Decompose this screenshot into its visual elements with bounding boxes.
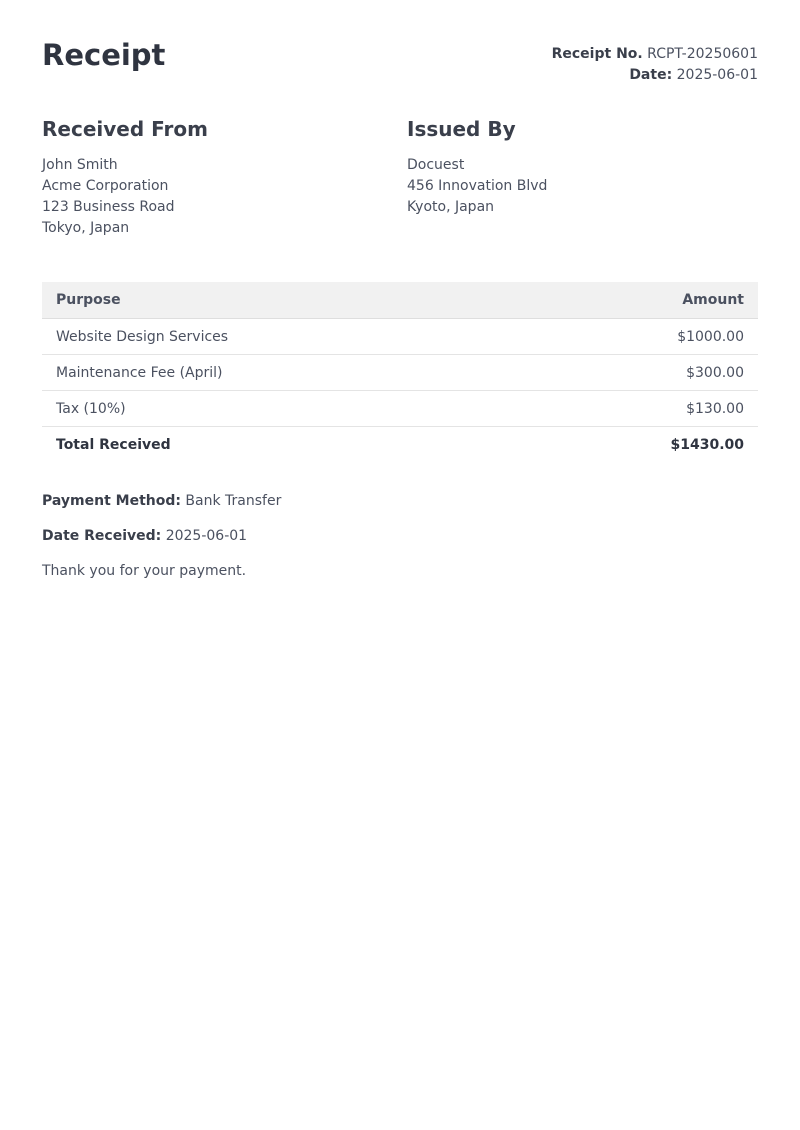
payment-method-value: Bank Transfer bbox=[185, 493, 282, 509]
receipt-number-label: Receipt No. bbox=[551, 46, 643, 62]
receipt-meta bbox=[552, 44, 758, 86]
payment-method bbox=[42, 492, 281, 511]
total-label: Total Received bbox=[42, 427, 517, 464]
date-received bbox=[42, 527, 281, 546]
date-received-label: Date Received: bbox=[42, 528, 162, 544]
receipt-number-value: RCPT-20250601 bbox=[647, 46, 758, 62]
column-header-purpose: Purpose bbox=[42, 282, 517, 319]
thank-you-note: Thank you for your payment. bbox=[42, 563, 247, 579]
received-from-block bbox=[42, 117, 382, 239]
total-row bbox=[42, 427, 758, 464]
row-purpose: Maintenance Fee (April) bbox=[42, 355, 517, 391]
payer-street: 123 Business Road bbox=[42, 199, 175, 215]
table-row bbox=[42, 391, 758, 427]
row-amount: $1000.00 bbox=[517, 319, 758, 355]
issued-by-block bbox=[407, 117, 747, 218]
table-row bbox=[42, 355, 758, 391]
row-purpose: Tax (10%) bbox=[42, 391, 517, 427]
row-purpose: Website Design Services bbox=[42, 319, 517, 355]
payer-company: Acme Corporation bbox=[42, 178, 169, 194]
column-header-amount: Amount bbox=[517, 282, 758, 319]
row-amount: $300.00 bbox=[517, 355, 758, 391]
items-table bbox=[42, 282, 758, 463]
receipt-number bbox=[552, 44, 758, 65]
issuer-name: Docuest bbox=[407, 157, 465, 173]
payer-city: Tokyo, Japan bbox=[42, 220, 130, 236]
receipt-date-label: Date: bbox=[629, 67, 673, 83]
page-title: Receipt bbox=[42, 38, 166, 72]
receipt-date bbox=[552, 65, 758, 86]
payment-details bbox=[42, 492, 281, 597]
table-header-row bbox=[42, 282, 758, 319]
receipt-date-value: 2025-06-01 bbox=[676, 67, 758, 83]
payer-name: John Smith bbox=[42, 157, 118, 173]
issuer-street: 456 Innovation Blvd bbox=[407, 178, 548, 194]
row-amount: $130.00 bbox=[517, 391, 758, 427]
issuer-city: Kyoto, Japan bbox=[407, 199, 495, 215]
received-from-heading: Received From bbox=[42, 117, 208, 141]
date-received-value: 2025-06-01 bbox=[165, 528, 248, 544]
table-row bbox=[42, 319, 758, 355]
issued-by-heading: Issued By bbox=[407, 117, 516, 141]
total-amount: $1430.00 bbox=[517, 427, 758, 464]
payment-method-label: Payment Method: bbox=[42, 493, 181, 509]
